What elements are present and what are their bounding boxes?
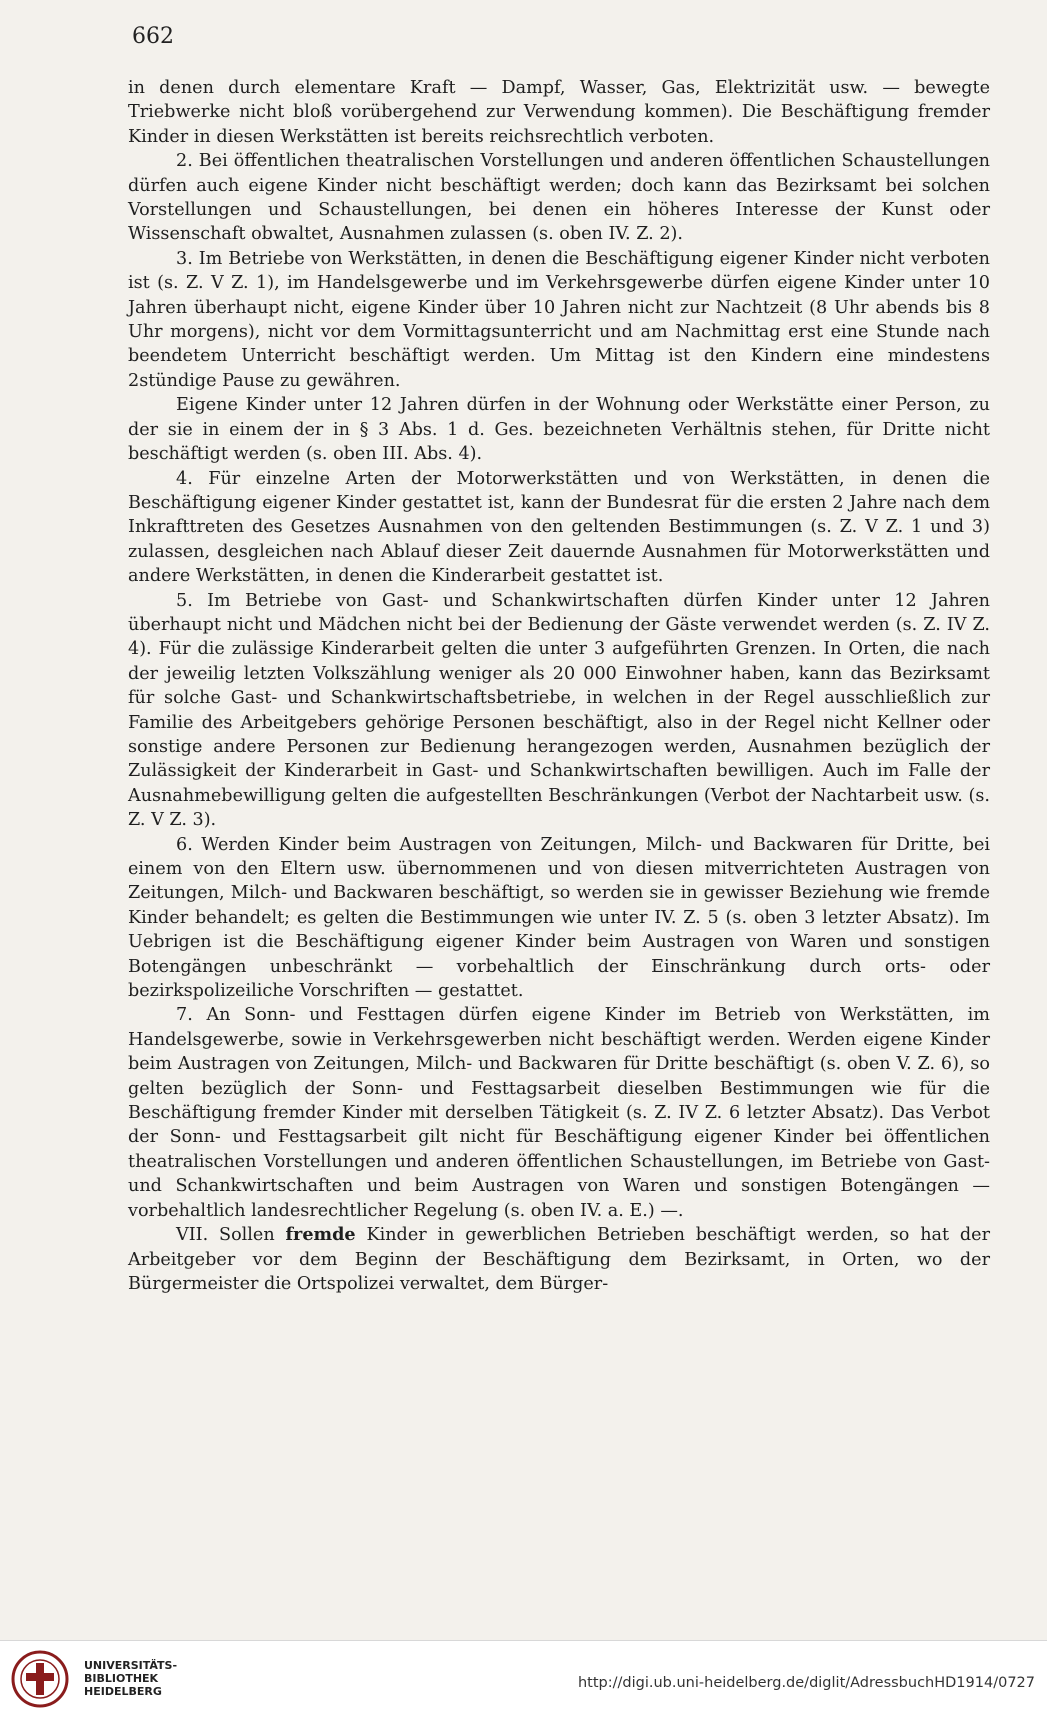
paragraph-5: 4. Für einzelne Arten der Motorwerkstätten und von Werkstätten, in denen die Beschäftigung eigener Kinder gestattet ist, kann der Bundesrat für die ersten 2 Jahre nach dem Inkrafttreten des Gesetzes Ausnahmen von den geltenden Bestimmungen (s. Z. V Z. 1 und 3) zulassen, desgleichen nach Ablauf dieser Zeit dauernde Ausnahmen für Motorwerkstätten und andere Werkstätten, in denen die Kinderarbeit gestattet ist.: [128, 468, 990, 587]
paragraph-3: 3. Im Betriebe von Werkstätten, in denen die Beschäftigung eigener Kinder nicht verboten ist (s. Z. V Z. 1), im Handelsgewerbe und im Verkehrsgewerbe dürfen eigene Kinder unter 10 Jahren überhaupt nicht, eigene Kinder über 10 Jahren nicht zur Nachtzeit (8 Uhr abends bis 8 Uhr morgens), nicht vor dem Vormittagsunterricht und am Nachmittag erst eine Stunde nach beendetem Unterricht beschäftigt werden. Um Mittag ist den Kindern eine mindestens 2stündige Pause zu gewähren.: [128, 248, 990, 391]
paragraph-9: [128, 1223, 990, 1296]
library-name-line-2: BIBLIOTHEK: [84, 1672, 159, 1685]
paragraph-6: 5. Im Betriebe von Gast- und Schankwirtschaften dürfen Kinder unter 12 Jahren überhaupt nicht und Mädchen nicht bei der Bedienung der Gäste verwendet werden (s. Z. IV Z. 4). Für die zulässige Kinderarbeit gelten die unter 3 aufgeführten Grenzen. In Orten, die nach der jeweilig letzten Volkszählung weniger als 20 000 Einwohner haben, kann das Bezirksamt für solche Gast- und Schankwirtschaftsbetriebe, in welchen in der Regel ausschließlich zur Familie des Arbeitgebers gehörige Personen beschäftigt, also in der Regel nicht Kellner oder sonstige andere Personen zur Bedienung herangezogen werden, Ausnahmen bezüglich der Zulässigkeit der Kinderarbeit in Gast- und Schankwirtschaften bewilligen. Auch im Falle der Ausnahmebewilligung gelten die aufgestellten Beschränkungen (Verbot der Nachtarbeit usw. (s. Z. V Z. 3).: [128, 590, 990, 831]
library-name: [84, 1659, 177, 1698]
paragraph-2: 2. Bei öffentlichen theatralischen Vorstellungen und anderen öffentlichen Schaustellungen dürfen auch eigene Kinder nicht beschäftigt werden; doch kann das Bezirksamt bei solchen Vorstellungen und Schaustellungen, bei denen ein höheres Interesse der Kunst oder Wissenschaft obwaltet, Ausnahmen zulassen (s. oben IV. Z. 2).: [128, 151, 990, 245]
page-number: 662: [132, 24, 174, 49]
paragraph-4: Eigene Kinder unter 12 Jahren dürfen in der Wohnung oder Werkstätte einer Person, zu der sie in einem der in § 3 Abs. 1 d. Ges. bezeichneten Verhältnis stehen, für Dritte nicht beschäftigt werden (s. oben III. Abs. 4).: [128, 395, 990, 465]
paragraph-9-rest: Kinder in gewerblichen Betrieben beschäftigt werden, so hat der Arbeitgeber vor dem Beginn der Beschäftigung dem Bezirksamt, in Orten, wo der Bürgermeister die Ortspolizei verwaltet, dem Bürger-: [128, 1225, 990, 1294]
paragraph-9-start: VII. Sollen: [176, 1225, 286, 1246]
body-text: [128, 76, 990, 1296]
paragraph-7: 6. Werden Kinder beim Austragen von Zeitungen, Milch- und Backwaren für Dritte, bei einem von den Eltern usw. übernommenen und von diesen mitverrichteten Austragen von Zeitungen, Milch- und Backwaren beschäftigt, so werden sie in gewisser Beziehung wie fremde Kinder behandelt; es gelten die Bestimmungen wie unter IV. Z. 5 (s. oben 3 letzter Absatz). Im Uebrigen ist die Beschäftigung eigener Kinder beim Austragen von Waren und sonstigen Botengängen unbeschränkt — vorbehaltlich der Einschränkung durch orts- oder bezirkspolizeiliche Vorschriften — gestattet.: [128, 834, 990, 1002]
library-name-line-3: HEIDELBERG: [84, 1685, 162, 1698]
library-name-line-1: UNIVERSITÄTS-: [84, 1659, 178, 1672]
emphasized-word: fremde: [285, 1224, 356, 1246]
paragraph-1: in denen durch elementare Kraft — Dampf, Wasser, Gas, Elektrizität usw. — bewegte Triebwerke nicht bloß vorübergehend zur Verwendung kommen). Die Beschäftigung fremder Kinder in diesen Werkstätten ist bereits reichsrechtlich verboten.: [128, 78, 990, 147]
footer-bar: [0, 1640, 1047, 1720]
university-seal-icon: [10, 1649, 70, 1709]
paragraph-8: 7. An Sonn- und Festtagen dürfen eigene Kinder im Betrieb von Werkstätten, im Handelsgewerbe, sowie in Verkehrsgewerben nicht beschäftigt werden. Werden eigene Kinder beim Austragen von Zeitungen, Milch- und Backwaren für Dritte beschäftigt (s. oben V. Z. 6), so gelten bezüglich der Sonn- und Festtagsarbeit dieselben Bestimmungen wie für die Beschäftigung fremder Kinder mit derselben Tätigkeit (s. Z. IV Z. 6 letzter Absatz). Das Verbot der Sonn- und Festtagsarbeit gilt nicht für Beschäftigung eigener Kinder bei öffentlichen theatralischen Vorstellungen und anderen öffentlichen Schaustellungen, im Betriebe von Gast- und Schankwirtschaften und beim Austragen von Waren und sonstigen Botengängen — vorbehaltlich landesrechtlicher Regelung (s. oben IV. a. E.) —.: [128, 1005, 990, 1221]
source-url-link[interactable]: http://digi.ub.uni-heidelberg.de/diglit/AdressbuchHD1914/0727: [577, 1675, 1035, 1691]
